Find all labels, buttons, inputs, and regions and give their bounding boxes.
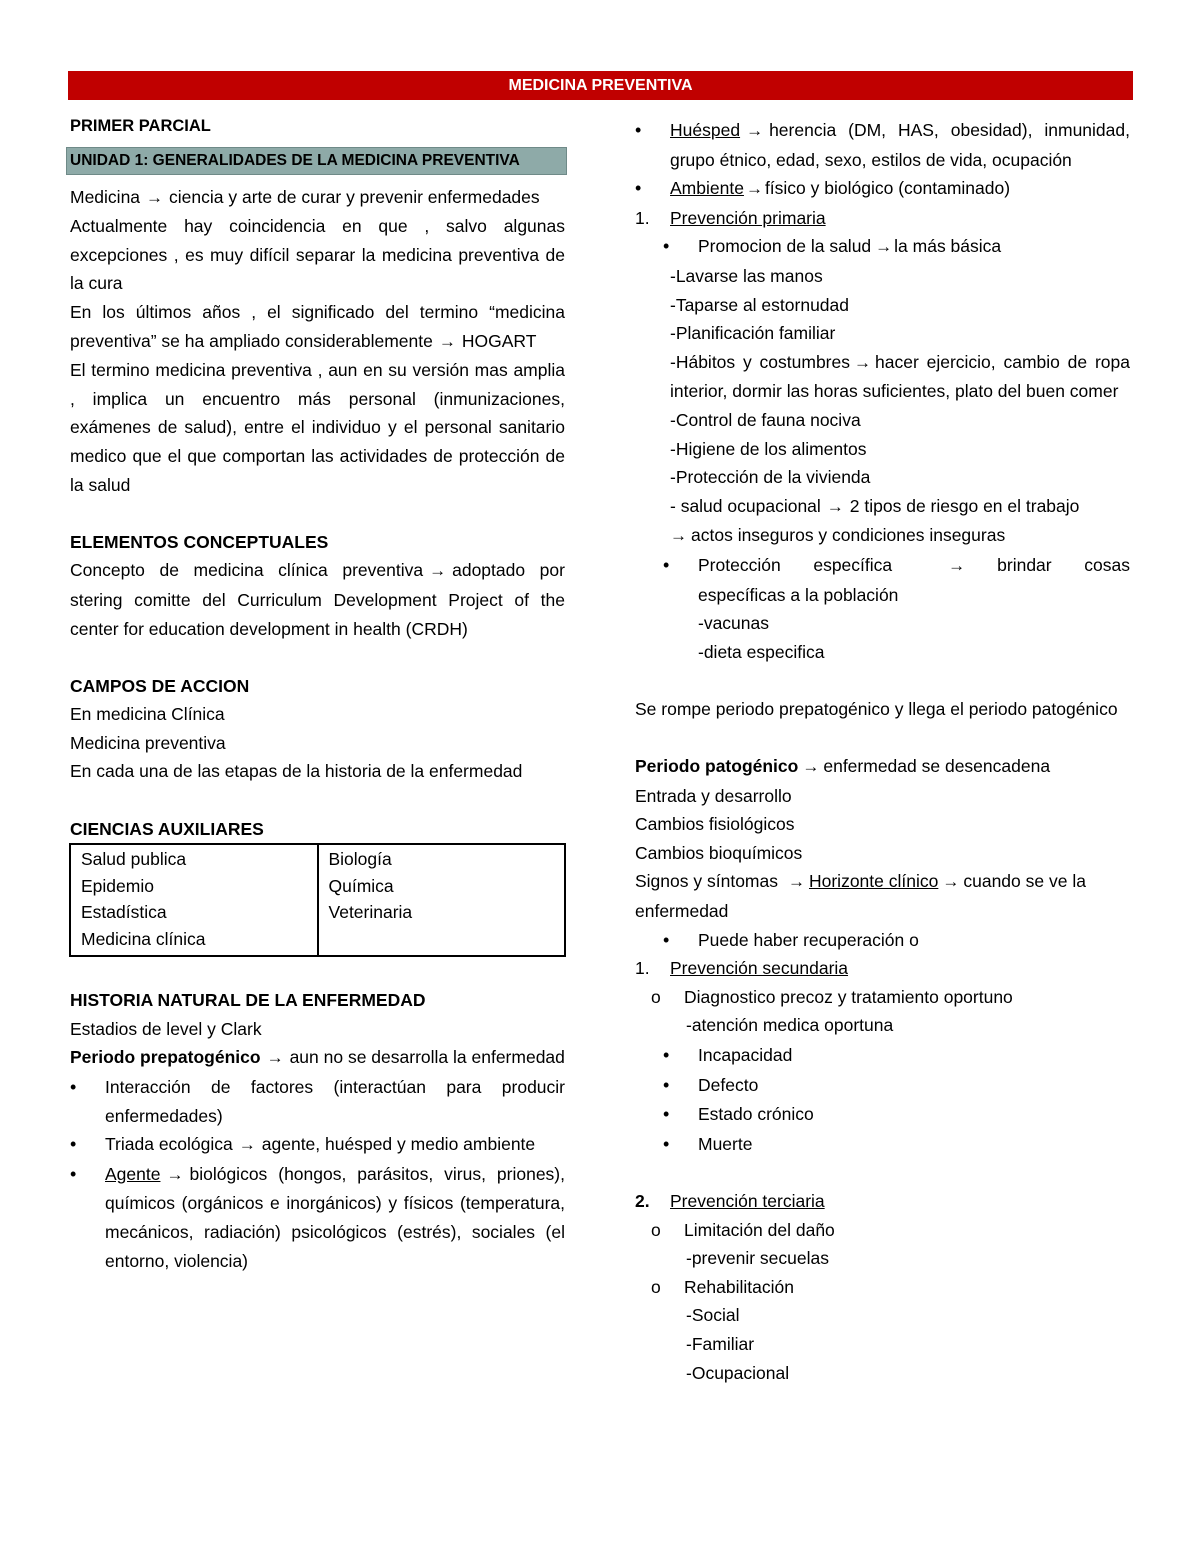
ciencias-table: [69, 843, 566, 957]
paragraph-ultimos: [70, 298, 565, 356]
rehab-item: -Social: [686, 1305, 740, 1326]
paragraph-termino: El termino medicina preventiva , aun en su versión mas amplia , implica un encuentro más personal (inmunizaciones, exámenes de salud), entre el individuo y el personal sanitario medico que el que comportan las actividades de protección de la salud: [70, 360, 565, 495]
ambiente-term: Ambiente: [670, 178, 744, 199]
ciencias-cell: Veterinaria: [328, 902, 413, 923]
prepatogenico-def: aun no se desarrolla la enfermedad: [289, 1047, 565, 1068]
elementos-desc: adoptado por stering comitte del Curriculum Development Project of the center for education development in health (CRDH): [70, 560, 565, 639]
parcial-heading: PRIMER PARCIAL: [70, 117, 211, 135]
promocion-term: Promocion de la salud: [698, 236, 872, 257]
patogenico-item: Entrada y desarrollo: [635, 785, 792, 806]
list-item: [70, 1160, 565, 1275]
list-item: o Limitación del daño: [635, 1216, 1130, 1245]
arrow-icon: →: [146, 187, 164, 207]
salud-def: 2 tipos de riesgo en el trabajo: [849, 495, 1080, 516]
arrow-icon: →: [266, 1048, 284, 1068]
promo-item: -Higiene de los alimentos: [670, 438, 867, 459]
arrow-icon: →: [826, 496, 844, 516]
prevencion-terciaria-label: Prevención terciaria: [670, 1190, 825, 1211]
patogenico-item: Cambios fisiológicos: [635, 814, 795, 835]
habitos-def: hacer ejercicio, cambio de ropa interior, dormir las horas suficientes, plato del buen comer: [670, 351, 1130, 402]
agente-term: Agente: [105, 1163, 161, 1184]
arrow-icon: →: [166, 1164, 184, 1184]
list-item: • Defecto: [635, 1071, 1130, 1100]
elementos-heading: ELEMENTOS CONCEPTUALES: [70, 531, 329, 552]
arrow-icon: →: [802, 757, 820, 777]
list-item: • Muerte: [635, 1130, 1130, 1159]
arrow-icon: →: [787, 872, 805, 892]
habitos-term: -Hábitos y costumbres: [670, 351, 850, 372]
promo-item: -Lavarse las manos: [670, 265, 823, 286]
arrow-icon: →: [238, 1135, 256, 1155]
ciencias-cell: Epidemio: [81, 875, 154, 896]
arrow-icon: →: [942, 872, 960, 892]
salud-item-continued: [635, 521, 1130, 551]
huesped-term: Huésped: [670, 120, 741, 140]
list-item: [635, 174, 1130, 204]
patogenico-def: enfermedad se desencadena: [823, 756, 1051, 777]
rehab-item: -Ocupacional: [686, 1362, 790, 1383]
left-column: [70, 112, 565, 1275]
campos-item: En medicina Clínica: [70, 704, 225, 725]
list-number: 2.: [635, 1190, 650, 1211]
prepatogenico-paragraph: [70, 1043, 565, 1073]
list-item: • Puede haber recuperación o: [635, 926, 1130, 955]
ciencias-heading: CIENCIAS AUXILIARES: [70, 818, 264, 839]
medicina-definition: [70, 183, 565, 213]
ciencias-cell: Química: [328, 875, 394, 896]
ultimos-text: En los últimos años , el significado del termino “medicina preventiva” se ha ampliado considerablemente: [70, 301, 565, 351]
ciencias-cell: Biología: [328, 849, 392, 870]
prepatogenico-term: Periodo prepatogénico: [70, 1047, 261, 1068]
promo-item: -Protección de la vivienda: [670, 467, 871, 488]
horizonte-clinico: Horizonte clínico: [808, 871, 939, 892]
document-title: MEDICINA PREVENTIVA: [68, 71, 1133, 100]
arrow-icon: →: [948, 555, 966, 575]
patogenico-term: Periodo patogénico: [635, 756, 799, 777]
salud-actos: actos inseguros y condiciones inseguras: [691, 525, 1006, 546]
signos-term: Signos y síntomas: [635, 871, 778, 892]
triada-term: Triada ecológica: [105, 1134, 233, 1155]
ciencias-col-1: [70, 844, 318, 956]
patogenico-item: Cambios bioquímicos: [635, 842, 803, 863]
arrow-icon: →: [429, 561, 447, 581]
paragraph-actualmente: Actualmente hay coincidencia en que , salvo algunas excepciones , es muy difícil separar la medicina preventiva de la cura: [70, 216, 565, 294]
atencion-item: -atención medica oportuna: [686, 1015, 894, 1036]
proteccion-def: brindar cosas específicas a la población: [698, 554, 1130, 605]
list-item: [70, 1130, 565, 1160]
prevencion-terciaria-heading: [635, 1187, 1130, 1216]
list-item: [635, 551, 1130, 609]
prevencion-secundaria-label: Prevención secundaria: [670, 958, 849, 979]
proteccion-item: -dieta especifica: [698, 641, 825, 662]
list-item: [635, 232, 1130, 262]
prevencion-secundaria-heading: [635, 954, 1130, 983]
medicina-term: Medicina: [70, 186, 141, 207]
estadios-text: Estadios de level y Clark: [70, 1018, 262, 1039]
prevencion-primaria-label: Prevención primaria: [670, 207, 826, 228]
list-number: 1.: [635, 207, 650, 228]
arrow-icon: →: [670, 526, 687, 546]
list-item: o Diagnostico precoz y tratamiento oportuno: [635, 983, 1130, 1012]
ciencias-cell: Medicina clínica: [81, 928, 206, 949]
arrow-icon: →: [745, 179, 763, 199]
habitos-item: [635, 348, 1130, 406]
promocion-def: la más básica: [894, 236, 1002, 257]
prevencion-primaria-heading: [635, 204, 1130, 233]
list-item: o Rehabilitación: [635, 1273, 1130, 1302]
right-column: [635, 116, 1130, 1387]
campos-item: Medicina preventiva: [70, 732, 226, 753]
unit-heading: UNIDAD 1: GENERALIDADES DE LA MEDICINA PREVENTIVA: [66, 147, 567, 175]
promo-item: -Control de fauna nociva: [670, 409, 861, 430]
list-number: 1.: [635, 958, 650, 979]
proteccion-term: Protección específica: [698, 554, 893, 575]
arrow-icon: →: [875, 237, 893, 257]
agente-def: biológicos (hongos, parásitos, virus, priones), químicos (orgánicos e inorgánicos) y físicos (temperatura, mecánicos, radiación) psicológicos (estrés), sociales (el entorno, violencia): [105, 1163, 565, 1271]
signos-paragraph: [635, 867, 1130, 925]
signos-def: cuando se ve la enfermedad: [635, 871, 1086, 922]
rehab-item: -Familiar: [686, 1333, 755, 1354]
historia-heading: HISTORIA NATURAL DE LA ENFERMEDAD: [70, 990, 426, 1011]
secuelas-item: -prevenir secuelas: [686, 1248, 829, 1269]
salud-item: [635, 492, 1130, 522]
ciencias-col-2: [318, 844, 566, 956]
medicina-def: ciencia y arte de curar y prevenir enfermedades: [169, 186, 540, 207]
ambiente-def: físico y biológico (contaminado): [764, 178, 1011, 199]
campos-item: En cada una de las etapas de la historia de la enfermedad: [70, 761, 523, 782]
elementos-concept: Concepto de medicina clínica preventiva: [70, 560, 424, 581]
huesped-def: herencia (DM, HAS, obesidad), inmunidad, grupo étnico, edad, sexo, estilos de vida, ocupación: [670, 120, 1130, 170]
list-item: [635, 116, 1130, 174]
triada-def: agente, huésped y medio ambiente: [261, 1134, 536, 1155]
promo-item: -Taparse al estornudad: [670, 294, 849, 315]
arrow-icon: →: [438, 331, 456, 351]
list-item: • Estado crónico: [635, 1100, 1130, 1129]
ciencias-cell: Estadística: [81, 902, 167, 923]
rompe-paragraph: Se rompe periodo prepatogénico y llega el periodo patogénico: [635, 698, 1118, 719]
list-item: • Incapacidad: [635, 1041, 1130, 1070]
hogart-text: HOGART: [461, 330, 537, 351]
salud-term: - salud ocupacional: [670, 495, 821, 516]
patogenico-line: [635, 752, 1130, 782]
promo-item: -Planificación familiar: [670, 323, 836, 344]
proteccion-item: -vacunas: [698, 613, 770, 634]
arrow-icon: →: [854, 352, 871, 372]
list-item: • Interacción de factores (interactúan para producir enfermedades): [70, 1073, 565, 1130]
campos-heading: CAMPOS DE ACCION: [70, 675, 250, 696]
ciencias-cell: Salud publica: [81, 849, 187, 870]
elementos-paragraph: [70, 556, 565, 643]
arrow-icon: →: [746, 121, 764, 140]
